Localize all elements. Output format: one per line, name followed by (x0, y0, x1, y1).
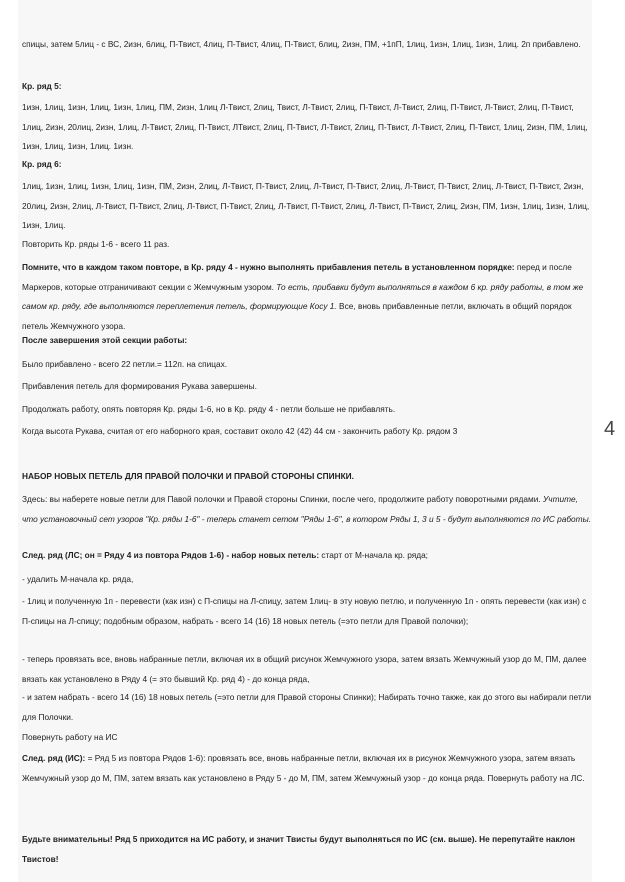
next-row-plain: старт от М-начала кр. ряда; (319, 550, 428, 560)
next-row-bold: След. ряд (ЛС; он = Ряду 4 из повтора Рядов 1-6) - набор новых петель: (22, 550, 320, 560)
intro-italic: Учтите, что установочный сет узоров "Кр. ряды 1-6" - теперь станет сетом "Ряды 1-6", в котором Ряды 1, 3 и 5 - будут выполняются по ИС работы. (22, 494, 591, 524)
row6-paragraph: 1лиц, 1изн, 1лиц, 1изн, 1лиц, 1изн, ПМ, 2изн, 2лиц, Л-Твист, П-Твист, 2лиц, Л-Твист, П-Твист, 2лиц, Л-Твист, П-Твист, 2лиц, Л-Твист, П-Твист, 2изн, 20лиц, 2изн, 2лиц, Л-Твист, П-Твист, 2лиц, Л-Твист, П-Твист, 2лиц, Л-Твист, П-Твист, 2лиц, Л-Твист, П-Твист, 2лиц, 2изн, ПМ, 1изн, 1лиц, 1изн, 1лиц, 1изн, 1лиц. (22, 181, 590, 230)
reminder-bold: Помните, что в каждом таком повторе, в Кр. ряду 4 - нужно выполнять прибавления петель в установленном порядке: (22, 262, 515, 272)
step-cast-on-back: - и затем набрать - всего 14 (16) 18 новых петель (=это петли для Правой стороны Спинки); Набирать точно также, как до этого вы набирали петли для Полочки. (22, 692, 591, 722)
row6-heading: Кр. ряд 6: (22, 159, 62, 169)
intro-plain: Здесь: вы наберете новые петли для Павой полочки и Правой стороны Спинки, после чего, продолжите работу поворотными рядами. (22, 494, 543, 504)
reminder-italic: То есть, прибавки будут выполняться в каждом 6 кр. ряду работы, в том же самом кр. ряду, где выполняются переплетения петель, формирующие Косу 1. (22, 281, 584, 311)
row5-paragraph: 1изн, 1лиц, 1изн, 1лиц, 1изн, 1лиц, ПМ, 2изн, 1лиц Л-Твист, 2лиц, Твист, Л-Твист, 2лиц, П-Твист, Л-Твист, 2лиц, П-Твист, Л-Твист, 2лиц, П-Твист, 1лиц, 2изн, 20лиц, 2изн, 1лиц, Л-Твист, 2лиц, П-Твист, ЛТвист, 2лиц, П-Твист, Л-Твист, 2лиц, П-Твист, Л-Твист, 2лиц, П-Твист, 1лиц, 2изн, ПМ, 1лиц, 1изн, 1лиц, 1изн, 1лиц. 1изн. (22, 102, 588, 151)
continue-paragraph: Продолжать работу, опять повторяя Кр. ряды 1-6, но в Кр. ряду 4 - петли больше не прибавлять. (22, 404, 396, 414)
length-paragraph: Когда высота Рукава, считая от его наборного края, составит около 42 (42) 44 см - закончить работу Кр. рядом 3 (22, 426, 458, 436)
step-knit-new-stitches: - теперь провязать все, вновь набранные петли, включая их в общий рисунок Жемчужного узора, затем вязать Жемчужный узор до М, ПМ, далее вязать как установлено в Ряду 4 (= это бывший Кр. ряд 4) - до конца ряда, (22, 654, 587, 684)
row5-heading: Кр. ряд 5: (22, 81, 62, 91)
ws-row-bold: След. ряд (ИС): (22, 753, 86, 763)
page-number: 4 (604, 418, 616, 440)
paragraph-row4-end: спицы, затем 5лиц - с ВС, 2изн, 6лиц, П-Твист, 4лиц, П-Твист, 4лиц, П-Твист, 6лиц, 2изн, ПМ, +1пП, 1лиц, 1изн, 1лиц, 1изн, 1лиц. 2п прибавлено. (22, 39, 581, 49)
reminder-tail: Все, вновь прибавленные петли, включать в общий порядок петель Жемчужного узора. (22, 301, 572, 331)
reminder-plain: перед и после Маркеров, которые отграничивают секции с Жемчужным узором. (22, 262, 572, 292)
repeat-paragraph: Повторить Кр. ряды 1-6 - всего 11 раз. (22, 239, 170, 249)
reminder-paragraph (22, 258, 592, 336)
step-remove-marker: - удалить М-начала кр. ряда, (22, 574, 134, 584)
turn-ws-paragraph: Повернуть работу на ИС (22, 732, 118, 742)
step-cast-on-front: - 1лиц и полученную 1п - перевести (как изн) с П-спицы на Л-спицу, затем 1лиц- в эту новую петлю, и полученную 1п - опять перевести (как изн) с П-спицы на Л-спицу; подобным образом, набрать - всего 14 (16) 18 новых петель (=это петли для Правой полочки); (22, 596, 587, 626)
ws-row-paragraph (22, 749, 592, 788)
ws-row-plain: = Ряд 5 из повтора Рядов 1-6): провязать все, вновь набранные петли, включая их в рисунок Жемчужного узора, затем вязать Жемчужный узор до М, ПМ, затем вязать как установлено в Ряду 5 - до М, ПМ, затем Жемчужный узор - до конца ряда. Повернуть работу на ЛС. (22, 753, 585, 783)
added-paragraph: Было прибавлено - всего 22 петли.= 112п. на спицах. (22, 359, 228, 369)
after-section-heading: После завершения этой секции работы: (22, 335, 188, 345)
section-title: НАБОР НОВЫХ ПЕТЕЛЬ ДЛЯ ПРАВОЙ ПОЛОЧКИ И ПРАВОЙ СТОРОНЫ СПИНКИ. (22, 471, 354, 481)
intro-paragraph (22, 490, 592, 529)
warning-paragraph: Будьте внимательны! Ряд 5 приходится на ИС работу, и значит Твисты будут выполняться по ИС (см. выше). Не перепутайте наклон Твистов! (22, 834, 575, 864)
sleeve-done-paragraph: Прибавления петель для формирования Рукава завершены. (22, 381, 257, 391)
next-row-paragraph (22, 546, 592, 566)
